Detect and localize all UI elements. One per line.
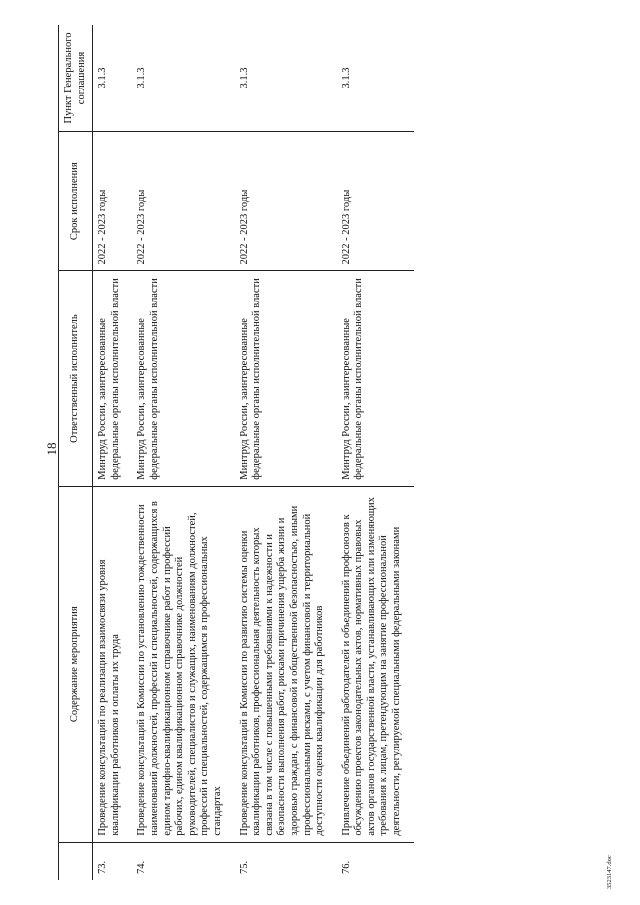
header-term: Срок исполнения [59, 131, 93, 271]
row-event: Проведение консультаций в Комиссии по установлению тождественности наименований должностей, профессий и специальностей, содержащихся в едином тарифно-квалификационном справочнике работ и профессий рабочих, едином квалификационном справочнике должностей руководителей, специалистов и служащих, наименованиям должностей, профессий и специальностей, содержащимся в профессиональных стандартах [132, 486, 234, 842]
table-row [132, 25, 234, 880]
row-executor: Минтруд России, заинтересованные федеральные органы исполнительной власти [132, 271, 234, 486]
table-row [93, 25, 133, 880]
row-term: 2022 - 2023 годы [235, 131, 337, 271]
row-executor: Минтруд России, заинтересованные федеральные органы исполнительной власти [235, 271, 337, 486]
page-number: 18 [44, 442, 59, 456]
row-event: Проведение консультаций в Комиссии по развитию системы оценки квалификации работников, профессиональная деятельность которых связана в том числе с повышенными требованиями к надежности и безопасности выполнения работ, рисками причинения ущерба жизни и здоровью граждан, с финансовой и общественной безопасностью, иными профессиональными рисками, с учетом финансовой и территориальной доступности оценки квалификации для работников [235, 486, 337, 842]
row-event: Привлечение объединений работодателей и объединений профсоюзов к обсуждению проектов законодательных актов, нормативных правовых актов органов государственной власти, устанавливающих или изменяющих требования к лицам, претендующим на занятие профессиональной деятельности, регулируемой специальными федеральными законами [337, 486, 414, 842]
table-row [337, 25, 414, 880]
header-num [59, 842, 93, 880]
row-number: 73. [97, 860, 109, 874]
header-clause: Пункт Генерального соглашения [59, 25, 93, 131]
header-executor: Ответственный исполнитель [59, 271, 93, 486]
measures-table [58, 25, 414, 880]
row-clause: 3.1.3 [93, 25, 133, 131]
document-footer: 3523147.doc [606, 855, 613, 889]
row-event: Проведение консультаций по реализации взаимосвязи уровня квалификации работников и оплаты их труда [93, 486, 133, 842]
table-row [235, 25, 337, 880]
row-number: 75. [238, 860, 250, 874]
row-executor: Минтруд России, заинтересованные федеральные органы исполнительной власти [337, 271, 414, 486]
row-term: 2022 - 2023 годы [337, 131, 414, 271]
row-number: 76. [340, 860, 352, 874]
header-event: Содержание мероприятия [59, 486, 93, 842]
row-executor: Минтруд России, заинтересованные федеральные органы исполнительной власти [93, 271, 133, 486]
table-header-row [59, 25, 93, 880]
row-clause: 3.1.3 [132, 25, 234, 131]
row-term: 2022 - 2023 годы [93, 131, 133, 271]
row-number: 74. [136, 860, 148, 874]
row-term: 2022 - 2023 годы [132, 131, 234, 271]
row-clause: 3.1.3 [235, 25, 337, 131]
row-clause: 3.1.3 [337, 25, 414, 131]
